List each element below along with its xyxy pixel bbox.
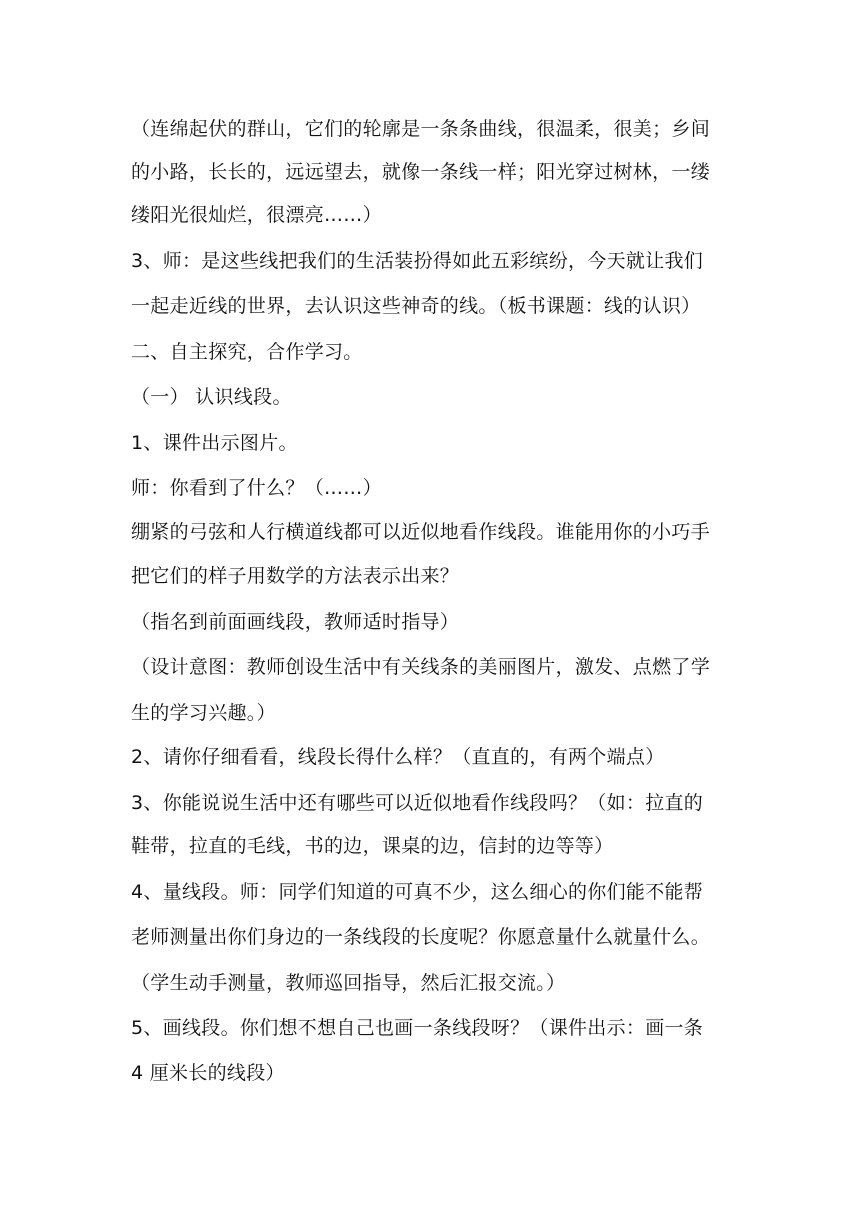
text-line: （设计意图：教师创设生活中有关线条的美丽图片，激发、点燃了学 — [131, 656, 711, 678]
text-line: 4、量线段。师：同学们知道的可真不少，这么细心的你们能不能帮 — [131, 881, 704, 903]
text-line: （学生动手测量，教师巡回指导，然后汇报交流。） — [131, 972, 566, 994]
text-line: 生的学习兴趣。） — [131, 702, 276, 724]
text-line: 5、画线段。你们想不想自己也画一条线段呀？（课件出示：画一条 — [131, 1017, 704, 1039]
text-line: 4 厘米长的线段） — [131, 1062, 285, 1084]
text-line: 把它们的样子用数学的方法表示出来？ — [131, 565, 460, 587]
subsection-heading: （一） 认识线段。 — [131, 386, 292, 408]
text-line: 2、请你仔细看看，线段长得什么样？（直直的，有两个端点） — [131, 746, 665, 768]
text-line: （连绵起伏的群山，它们的轮廓是一条条曲线，很温柔，很美；乡间 — [131, 118, 711, 140]
section-heading: 二、自主探究，合作学习。 — [131, 341, 363, 363]
text-line: 的小路，长长的，远远望去，就像一条线一样；阳光穿过树林，一缕 — [131, 161, 711, 183]
text-line: 3、你能说说生活中还有哪些可以近似地看作线段吗？（如：拉直的 — [131, 792, 704, 814]
text-line: 缕阳光很灿烂，很漂亮……） — [131, 204, 382, 226]
text-line: （指名到前面画线段，教师适时指导） — [131, 611, 460, 633]
text-line: 师：你看到了什么？（……） — [131, 477, 382, 499]
text-line: 老师测量出你们身边的一条线段的长度呢？你愿意量什么就量什么。 — [131, 926, 711, 948]
text-line: 一起走近线的世界，去认识这些神奇的线。（板书课题：线的认识） — [131, 295, 701, 317]
text-line: 鞋带，拉直的毛线，书的边，课桌的边，信封的边等等） — [131, 835, 614, 857]
text-line: 绷紧的弓弦和人行横道线都可以近似地看作线段。谁能用你的小巧手 — [131, 521, 711, 543]
text-line: 1、课件出示图片。 — [131, 432, 298, 454]
text-line: 3、师：是这些线把我们的生活装扮得如此五彩缤纷，今天就让我们 — [131, 250, 704, 272]
